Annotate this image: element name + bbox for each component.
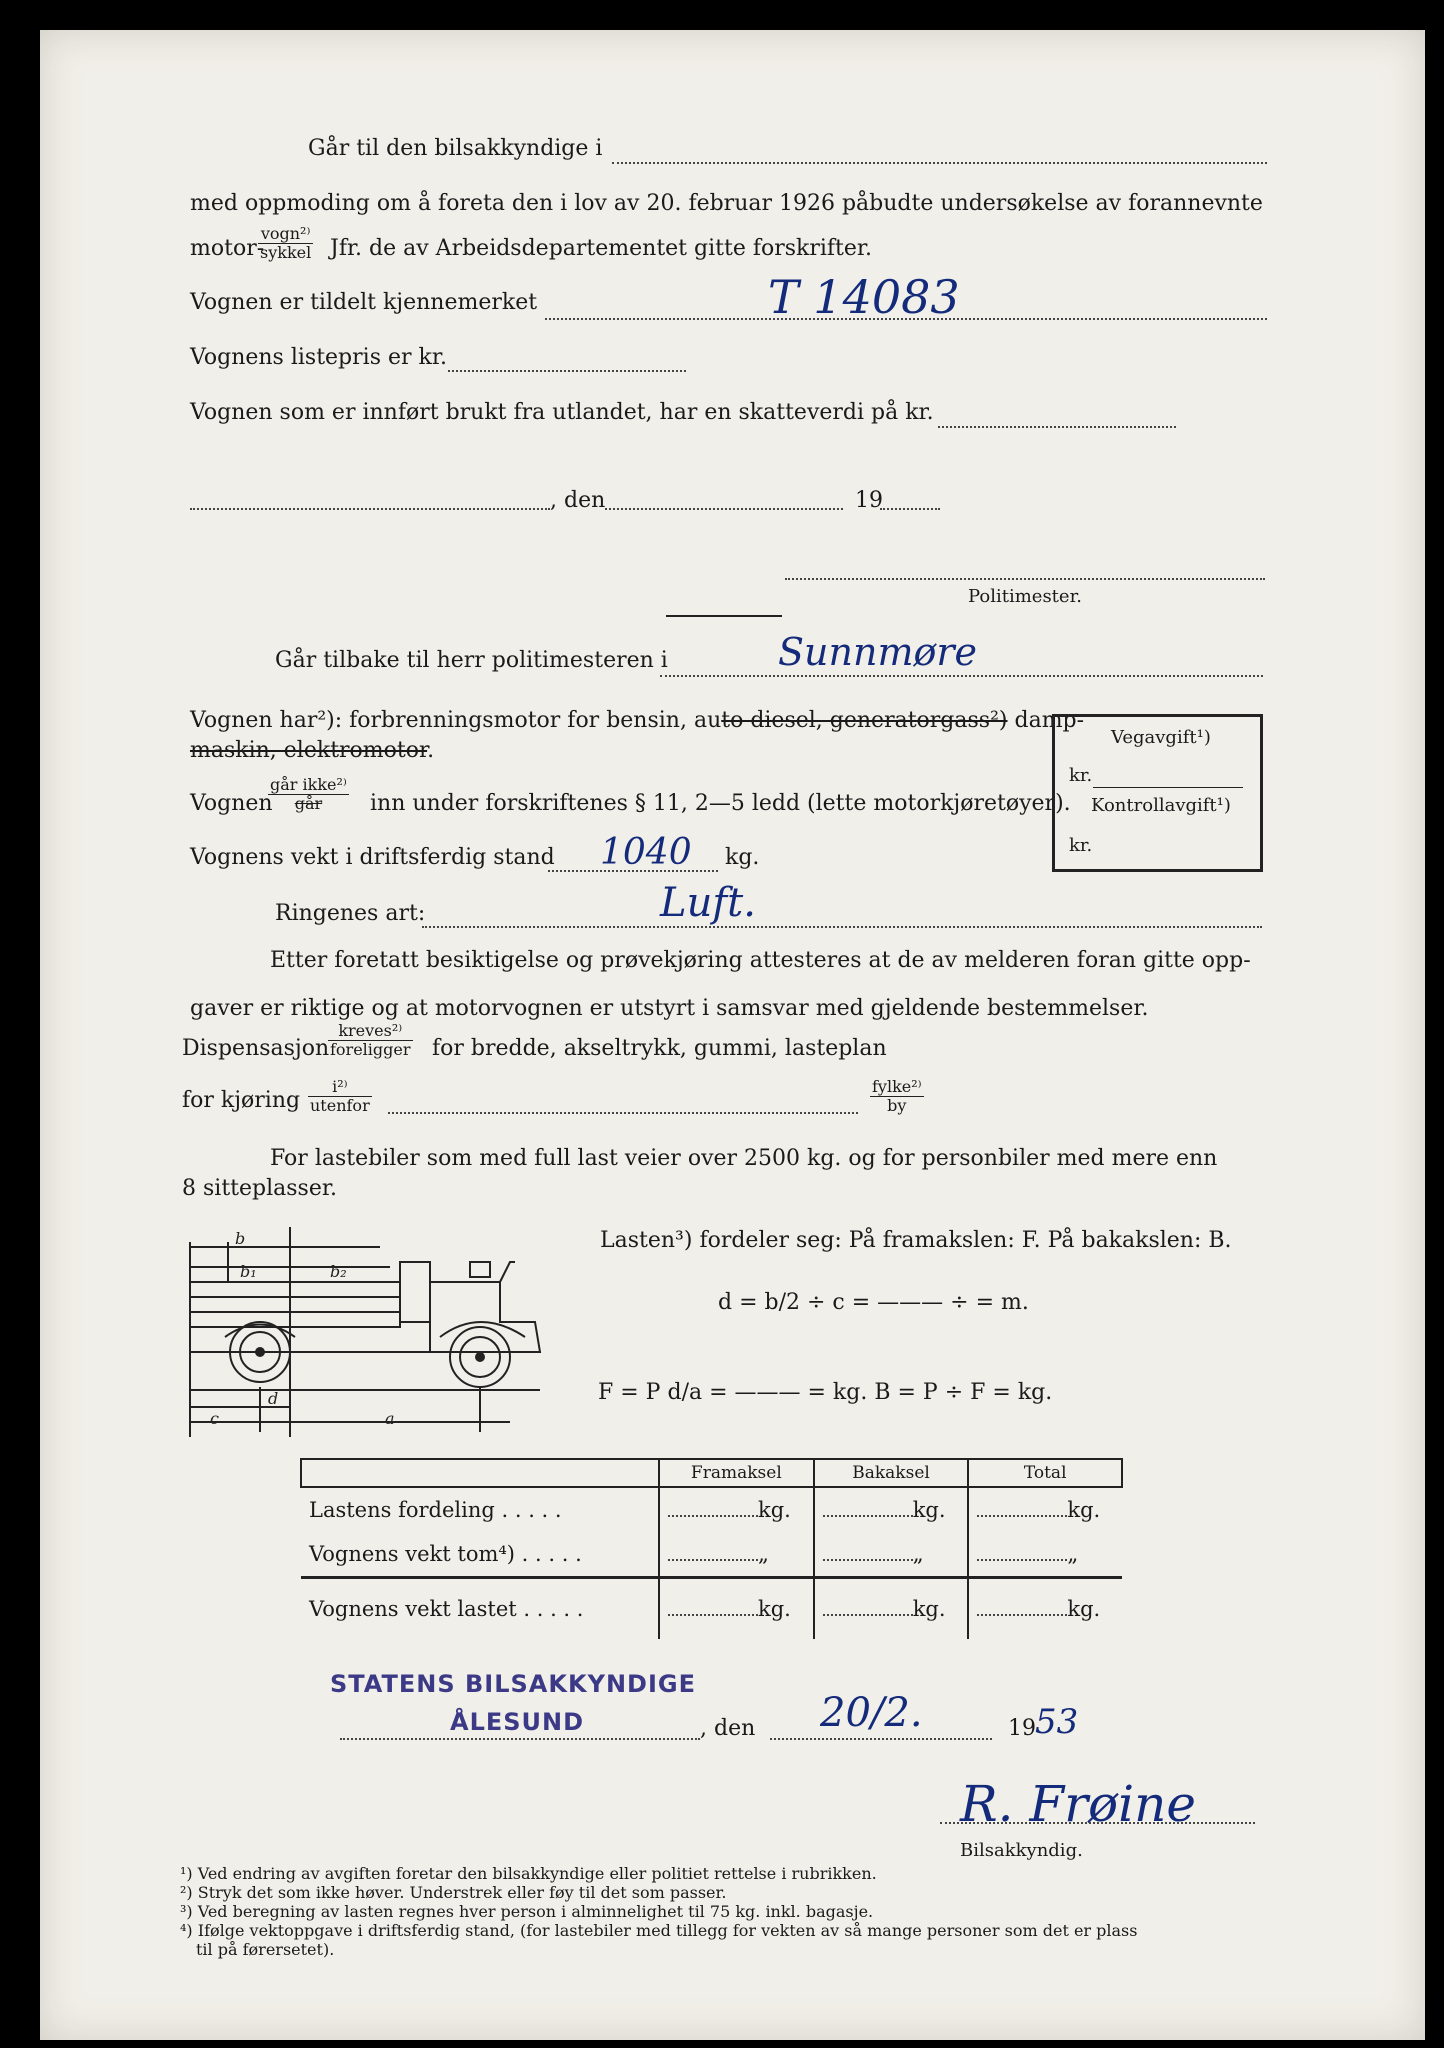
stamp-line1: STATENS BILSAKKYNDIGE [330, 1670, 696, 1698]
kontrollavgift-kr: kr. [1069, 835, 1093, 856]
falls-fraction [268, 776, 349, 812]
goes-to-label: Går til den bilsakkyndige i [308, 136, 603, 161]
falls-prefix: Vognen [190, 791, 273, 816]
attest-line1: Etter foretatt besiktigelse og prøvekjøring attesteres at de av melderen foran gitte opp- [270, 948, 1251, 973]
vegavgift-label: Vegavgift¹) [1111, 727, 1211, 748]
listprice-label: Vognens listepris er kr. [190, 345, 447, 370]
row-label: Lastens fordeling . . . . . [309, 1498, 562, 1522]
sign-year-value: 53 [1035, 1702, 1079, 1742]
weight-value: 1040 [600, 832, 692, 873]
footnote-4-cont: til på førersetet). [196, 1940, 335, 1959]
formula-f: F = P d/a = ——— = kg. B = P ÷ F = kg. [598, 1380, 1053, 1405]
table-row [301, 1532, 1122, 1578]
row-cell [659, 1487, 814, 1532]
weight-label: Vognens vekt i driftsferdig stand [190, 845, 555, 870]
rings-blank [422, 926, 1262, 928]
footnote-3: ³) Ved beregning av lasten regnes hver person i alminnelighet til 75 kg. inkl. bagasje. [180, 1902, 874, 1921]
lorry-diagram [180, 1222, 560, 1447]
row-unit: kg. [912, 1498, 946, 1522]
table-header-framaksel: Framaksel [659, 1459, 814, 1487]
date-blank [605, 508, 843, 510]
svg-text:b: b [235, 1229, 246, 1248]
lorry-intro-line2: 8 sitteplasser. [182, 1176, 337, 1201]
motor-prefix: motor- [190, 236, 265, 261]
fee-box [1052, 714, 1263, 872]
disp-suffix: for bredde, akseltrykk, gummi, lasteplan [432, 1036, 887, 1061]
rings-label: Ringenes art: [275, 901, 426, 926]
load-distribution-line: Lasten³) fordeler seg: På framakslen: F. På bakakslen: B. [600, 1228, 1232, 1253]
motor-frac-num: vogn²⁾ [258, 225, 313, 244]
row-unit: kg. [1067, 1498, 1101, 1522]
place-blank [190, 508, 550, 510]
section-divider [666, 615, 782, 617]
drive-prefix: for kjøring [182, 1088, 301, 1113]
vegavgift-line [1093, 787, 1243, 788]
row-cell [814, 1578, 969, 1640]
falls-frac-num: går ikke²⁾ [270, 775, 347, 794]
falls-frac-den: går [294, 793, 323, 813]
return-value: Sunnmøre [778, 630, 978, 674]
politimester-sign-blank [785, 578, 1265, 580]
drive-frac-num: i²⁾ [308, 1078, 372, 1097]
return-blank [660, 675, 1263, 677]
sign-year-prefix: 19 [1008, 1716, 1036, 1741]
table-header-bakaksel: Bakaksel [814, 1459, 969, 1487]
taxvalue-label: Vognen som er innført brukt fra utlandet, har en skatteverdi på kr. [190, 400, 934, 425]
inspector-sign-blank [940, 1822, 1255, 1824]
stamp-line2: ÅLESUND [450, 1708, 585, 1736]
listprice-blank [448, 370, 686, 372]
date-19: 19 [855, 488, 883, 513]
motor-suffix: Jfr. de av Arbeidsdepartementet gitte forskrifter. [330, 236, 873, 261]
taxvalue-blank [938, 426, 1176, 428]
row-cell [659, 1532, 814, 1578]
motor-type-a: Vognen har²): forbrenningsmotor for bensin, au [190, 708, 722, 733]
drive-fraction [308, 1078, 372, 1114]
motor-type-line2-struck: maskin, elektromotor [190, 738, 428, 763]
row-cell [814, 1532, 969, 1578]
row-cell [968, 1532, 1122, 1578]
motor-type-line2 [190, 740, 434, 762]
footnote-4: ⁴) Ifølge vektoppgave i driftsferdig stand, (for lastebiler med tillegg for vekten av så mange personer som det er plass [180, 1921, 1138, 1940]
row-label: Vognens vekt tom⁴) . . . . . [309, 1542, 582, 1566]
inspector-role: Bilsakkyndig. [960, 1840, 1083, 1861]
formula-d: d = b/2 ÷ c = ——— ÷ = m. [718, 1290, 1029, 1315]
svg-text:d: d [268, 1389, 279, 1408]
kontrollavgift-label: Kontrollavgift¹) [1091, 795, 1231, 816]
falls-suffix: inn under forskriftenes § 11, 2—5 ledd (lette motorkjøretøyer). [370, 791, 1071, 816]
motor-frac-den: sykkel [260, 242, 312, 262]
row-unit: kg. [1067, 1597, 1101, 1621]
svg-text:b₁: b₁ [240, 1262, 257, 1281]
table-header-total: Total [968, 1459, 1122, 1487]
drive-r-frac-den: by [887, 1095, 907, 1115]
drive-blank [388, 1112, 858, 1114]
plate-value: T 14083 [768, 270, 960, 324]
weight-distribution-table [300, 1458, 1123, 1639]
rings-value: Luft. [660, 880, 756, 926]
date-den: , den [550, 488, 606, 513]
return-label: Går tilbake til herr politimesteren i [275, 648, 668, 673]
weight-unit: kg. [725, 845, 760, 870]
motor-type-line1 [190, 710, 1084, 732]
row-cell [968, 1487, 1122, 1532]
row-unit: „ [912, 1542, 924, 1566]
row-cell [968, 1578, 1122, 1640]
disp-fraction [328, 1022, 413, 1058]
svg-text:b₂: b₂ [330, 1262, 347, 1281]
vegavgift-kr: kr. [1069, 765, 1093, 786]
request-line: med oppmoding om å foreta den i lov av 20. februar 1926 påbudte undersøkelse av forannevnte [190, 191, 1263, 216]
row-unit: kg. [758, 1597, 791, 1621]
row-cell [659, 1578, 814, 1640]
row-unit: kg. [758, 1498, 791, 1522]
table-row [301, 1487, 1122, 1532]
table-header-blank [301, 1459, 659, 1487]
lorry-intro-line1: For lastebiler som med full last veier over 2500 kg. og for personbiler med mere enn [270, 1146, 1218, 1171]
sign-den: , den [700, 1716, 756, 1741]
footnote-2: ²) Stryk det som ikke høver. Understrek eller føy til det som passer. [180, 1883, 727, 1902]
motor-type-struck: to diesel, generatorgass²) [721, 708, 1008, 733]
year-blank [880, 508, 940, 510]
row-unit: „ [758, 1542, 769, 1566]
politimester-label: Politimester. [968, 586, 1082, 607]
drive-r-fraction [870, 1078, 924, 1114]
disp-frac-den: foreligger [330, 1039, 411, 1059]
inspector-signature: R. Frøine [960, 1775, 1196, 1833]
svg-text:a: a [385, 1409, 395, 1428]
row-cell [814, 1487, 969, 1532]
plate-label: Vognen er tildelt kjennemerket [190, 290, 538, 315]
row-unit: kg. [912, 1597, 946, 1621]
row-unit: „ [1067, 1542, 1079, 1566]
table-row [301, 1578, 1122, 1640]
attest-line2: gaver er riktige og at motorvognen er utstyrt i samsvar med gjeldende bestemmelser. [190, 996, 1149, 1021]
row-label: Vognens vekt lastet . . . . . [301, 1578, 659, 1640]
sign-date-value: 20/2. [820, 1690, 923, 1736]
svg-text:c: c [210, 1409, 219, 1428]
footnote-1: ¹) Ved endring av avgiften foretar den bilsakkyndige eller politiet rettelse i rubrikken. [180, 1864, 877, 1883]
sign-date-blank [770, 1738, 992, 1740]
disp-frac-num: kreves²⁾ [328, 1022, 413, 1041]
goes-to-blank [612, 162, 1267, 164]
disp-prefix: Dispensasjon [182, 1036, 330, 1061]
motor-fraction [258, 225, 313, 261]
drive-r-frac-num: fylke²⁾ [872, 1077, 922, 1096]
motor-type-line2-end: . [427, 738, 435, 763]
place-sign-blank [340, 1738, 700, 1740]
motor-type-b: damp- [1007, 708, 1085, 733]
drive-frac-den: utenfor [310, 1095, 370, 1115]
